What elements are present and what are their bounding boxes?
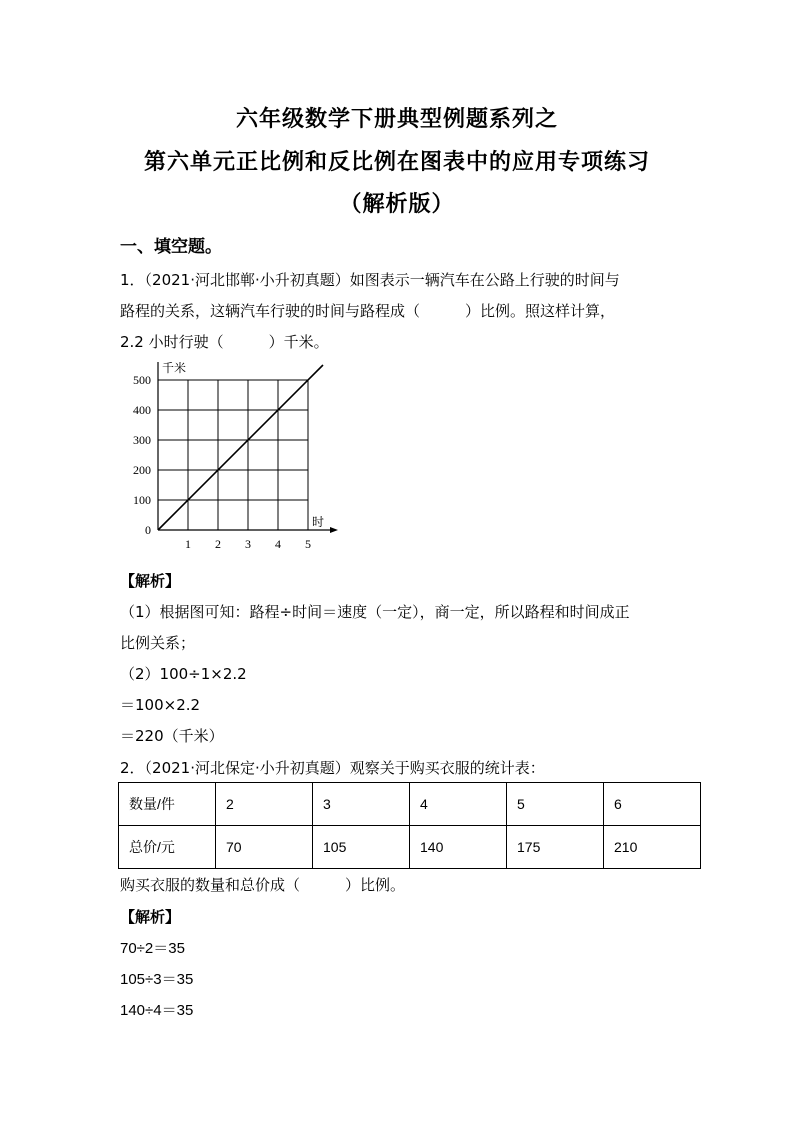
x-axis-label: 时 (312, 515, 325, 529)
answer-1-heading: 【解析】 (120, 572, 181, 590)
x-tick-label: 3 (245, 537, 251, 551)
y-tick-label: 100 (133, 493, 151, 507)
question-2-line-1: 2．（2021·河北保定·小升初真题）观察关于购买衣服的统计表： (120, 759, 545, 777)
chart-tick-labels (133, 362, 324, 551)
chart-axes (155, 362, 338, 533)
answer-1-line-3: （2）100÷1×2.2 (120, 665, 247, 683)
question-1-line-2: 路程的关系，这辆汽车行驶的时间与路程成（ ）比例。照这样计算， (120, 302, 616, 320)
table-cell: 210 (604, 826, 701, 869)
x-tick-label: 2 (215, 537, 221, 551)
title-line-3: （解析版） (339, 192, 455, 217)
table-cell: 105 (313, 826, 410, 869)
table-cell: 6 (604, 783, 701, 826)
table-cell: 5 (507, 783, 604, 826)
answer-1-line-4: ＝100×2.2 (120, 696, 201, 714)
y-axis-label: 千米 (162, 362, 187, 375)
table-cell: 4 (410, 783, 507, 826)
x-tick-label: 5 (305, 537, 311, 551)
table-cell: 数量/件 (119, 783, 216, 826)
chart-series (158, 365, 323, 530)
x-tick-label: 4 (275, 537, 281, 551)
answer-2-heading: 【解析】 (120, 908, 181, 926)
table-cell: 3 (313, 783, 410, 826)
x-tick-label: 1 (185, 537, 191, 551)
distance-time-chart (120, 362, 340, 552)
table-row-total-price (119, 826, 701, 869)
answer-1-line-5: ＝220（千米） (120, 727, 224, 745)
table-cell: 70 (216, 826, 313, 869)
table-row-quantity (119, 783, 701, 826)
origin-label: 0 (145, 523, 151, 537)
x-axis-arrow-icon (330, 527, 338, 533)
title-line-1: 六年级数学下册典型例题系列之 (235, 107, 558, 132)
answer-2-line-2: 105÷3＝35 (120, 971, 194, 988)
answer-2-line-1: 70÷2＝35 (120, 940, 185, 957)
table-cell: 总价/元 (119, 826, 216, 869)
title-line-2: 第六单元正比例和反比例在图表中的应用专项练习 (143, 150, 650, 175)
series-line (158, 365, 323, 530)
answer-1-line-1: （1）根据图可知：路程÷时间＝速度（一定），商一定，所以路程和时间成正 (120, 603, 630, 621)
question-1-line-3: 2.2 小时行驶（ ）千米。 (120, 333, 329, 351)
y-tick-label: 500 (133, 373, 151, 387)
y-tick-label: 200 (133, 463, 151, 477)
answer-1-line-2: 比例关系； (120, 634, 196, 652)
question-2-after-table: 购买衣服的数量和总价成（ ）比例。 (120, 876, 406, 894)
question-1-line-1: 1．（2021·河北邯郸·小升初真题）如图表示一辆汽车在公路上行驶的时间与 (120, 271, 620, 289)
section-heading-fill-blank: 一、填空题。 (120, 237, 222, 257)
table-cell: 2 (216, 783, 313, 826)
table-cell: 175 (507, 826, 604, 869)
clothing-price-table (118, 782, 701, 869)
y-tick-label: 300 (133, 433, 151, 447)
answer-2-line-3: 140÷4＝35 (120, 1002, 194, 1019)
y-tick-label: 400 (133, 403, 151, 417)
table-cell: 140 (410, 826, 507, 869)
